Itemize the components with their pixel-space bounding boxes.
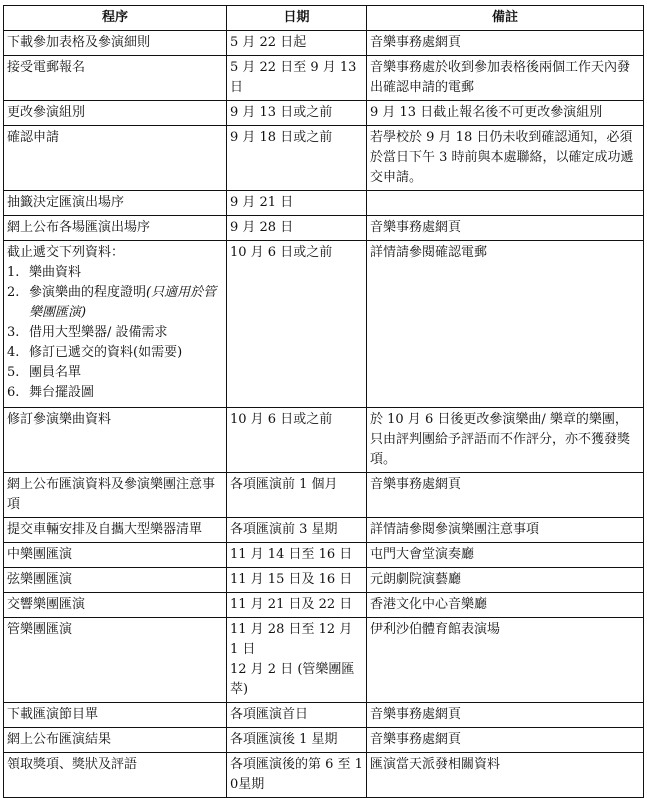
date-cell: 9 月 18 日或之前 — [227, 126, 367, 191]
table-row — [4, 543, 644, 568]
date-cell: 11 月 15 日及 16 日 — [227, 568, 367, 593]
procedure-cell: 修訂參演樂曲資料 — [4, 408, 227, 473]
date-cell: 11 月 14 日至 16 日 — [227, 543, 367, 568]
list-item: 5. 團員名單 — [7, 365, 82, 380]
table-row — [4, 408, 644, 473]
procedure-cell: 下載參加表格及參演細則 — [4, 31, 227, 56]
schedule-table — [3, 5, 644, 798]
list-item: 6. 舞台擺設圖 — [7, 385, 95, 400]
date-cell: 5 月 22 日至 9 月 13 日 — [227, 56, 367, 101]
remark-cell: 音樂事務處網頁 — [367, 473, 644, 518]
table-row — [4, 703, 644, 728]
procedure-cell: 網上公布各場匯演出場序 — [4, 216, 227, 241]
date-cell: 10 月 6 日或之前 — [227, 408, 367, 473]
table-row — [4, 728, 644, 753]
table-row — [4, 753, 644, 798]
table-row — [4, 126, 644, 191]
header-date: 日期 — [227, 6, 367, 31]
procedure-cell: 提交車輛安排及自攜大型樂器清單 — [4, 518, 227, 543]
table-row — [4, 518, 644, 543]
date-cell: 11 月 21 日及 22 日 — [227, 593, 367, 618]
remark-cell: 於 10 月 6 日後更改參演樂曲/ 樂章的樂團，只由評判團給予評語而不作評分，亦不獲發獎項。 — [367, 408, 644, 473]
procedure-cell: 領取獎項、獎狀及評語 — [4, 753, 227, 798]
procedure-cell: 抽籤決定匯演出場序 — [4, 191, 227, 216]
date-cell: 各項匯演前 3 星期 — [227, 518, 367, 543]
remark-cell: 音樂事務處於收到參加表格後兩個工作天內發出確認申請的電郵 — [367, 56, 644, 101]
table-row — [4, 56, 644, 101]
remark-cell: 匯演當天派發相關資料 — [367, 753, 644, 798]
remark-cell: 若學校於 9 月 18 日仍未收到確認通知，必須於當日下午 3 時前與本處聯絡，以確定成功遞交申請。 — [367, 126, 644, 191]
procedure-cell: 交響樂團匯演 — [4, 593, 227, 618]
remark-cell: 伊利沙伯體育館表演場 — [367, 618, 644, 703]
remark-cell: 9 月 13 日截止報名後不可更改參演組別 — [367, 101, 644, 126]
table-row — [4, 31, 644, 56]
procedure-cell: 中樂團匯演 — [4, 543, 227, 568]
remark-cell: 詳情請參閱參演樂團注意事項 — [367, 518, 644, 543]
procedure-cell — [4, 241, 227, 408]
date-cell: 各項匯演前 1 個月 — [227, 473, 367, 518]
remark-cell: 詳情請參閱確認電郵 — [367, 241, 644, 408]
remark-cell: 音樂事務處網頁 — [367, 216, 644, 241]
date-cell: 9 月 13 日或之前 — [227, 101, 367, 126]
procedure-cell: 網上公布匯演結果 — [4, 728, 227, 753]
italic-note: (只適用於管樂團匯演) — [29, 285, 217, 320]
table-row — [4, 191, 644, 216]
date-cell: 5 月 22 日起 — [227, 31, 367, 56]
table-row — [4, 618, 644, 703]
procedure-cell: 接受電郵報名 — [4, 56, 227, 101]
remark-cell: 音樂事務處網頁 — [367, 31, 644, 56]
procedure-cell: 網上公布匯演資料及參演樂團注意事項 — [4, 473, 227, 518]
table-row — [4, 216, 644, 241]
list-item: 3. 借用大型樂器/ 設備需求 — [7, 325, 168, 340]
date-cell: 9 月 28 日 — [227, 216, 367, 241]
remark-cell — [367, 191, 644, 216]
table-row — [4, 473, 644, 518]
remark-cell: 屯門大會堂演奏廳 — [367, 543, 644, 568]
date-cell: 9 月 21 日 — [227, 191, 367, 216]
table-row — [4, 241, 644, 408]
procedure-cell: 弦樂團匯演 — [4, 568, 227, 593]
procedure-cell: 確認申請 — [4, 126, 227, 191]
remark-cell: 香港文化中心音樂廳 — [367, 593, 644, 618]
date-cell: 10 月 6 日或之前 — [227, 241, 367, 408]
header-procedure: 程序 — [4, 6, 227, 31]
date-cell: 11 月 28 日至 12 月 1 日 12 月 2 日 (管樂團匯萃) — [227, 618, 367, 703]
table-row — [4, 593, 644, 618]
list-item: 2. 參演樂曲的程度證明(只適用於管樂團匯演) — [7, 285, 217, 320]
header-remark: 備註 — [367, 6, 644, 31]
table-row — [4, 101, 644, 126]
procedure-cell: 下載匯演節目單 — [4, 703, 227, 728]
list-item: 4. 修訂已遞交的資料(如需要) — [7, 345, 183, 360]
table-row — [4, 568, 644, 593]
remark-cell: 元朗劇院演藝廳 — [367, 568, 644, 593]
date-cell: 各項匯演首日 — [227, 703, 367, 728]
procedure-cell: 管樂團匯演 — [4, 618, 227, 703]
submission-intro: 截止遞交下列資料： — [7, 245, 125, 260]
header-row — [4, 6, 644, 31]
remark-cell: 音樂事務處網頁 — [367, 703, 644, 728]
date-cell: 各項匯演後 1 星期 — [227, 728, 367, 753]
remark-cell: 音樂事務處網頁 — [367, 728, 644, 753]
date-cell: 各項匯演後的第 6 至 10星期 — [227, 753, 367, 798]
list-item: 1. 樂曲資料 — [7, 265, 82, 280]
procedure-cell: 更改參演組別 — [4, 101, 227, 126]
